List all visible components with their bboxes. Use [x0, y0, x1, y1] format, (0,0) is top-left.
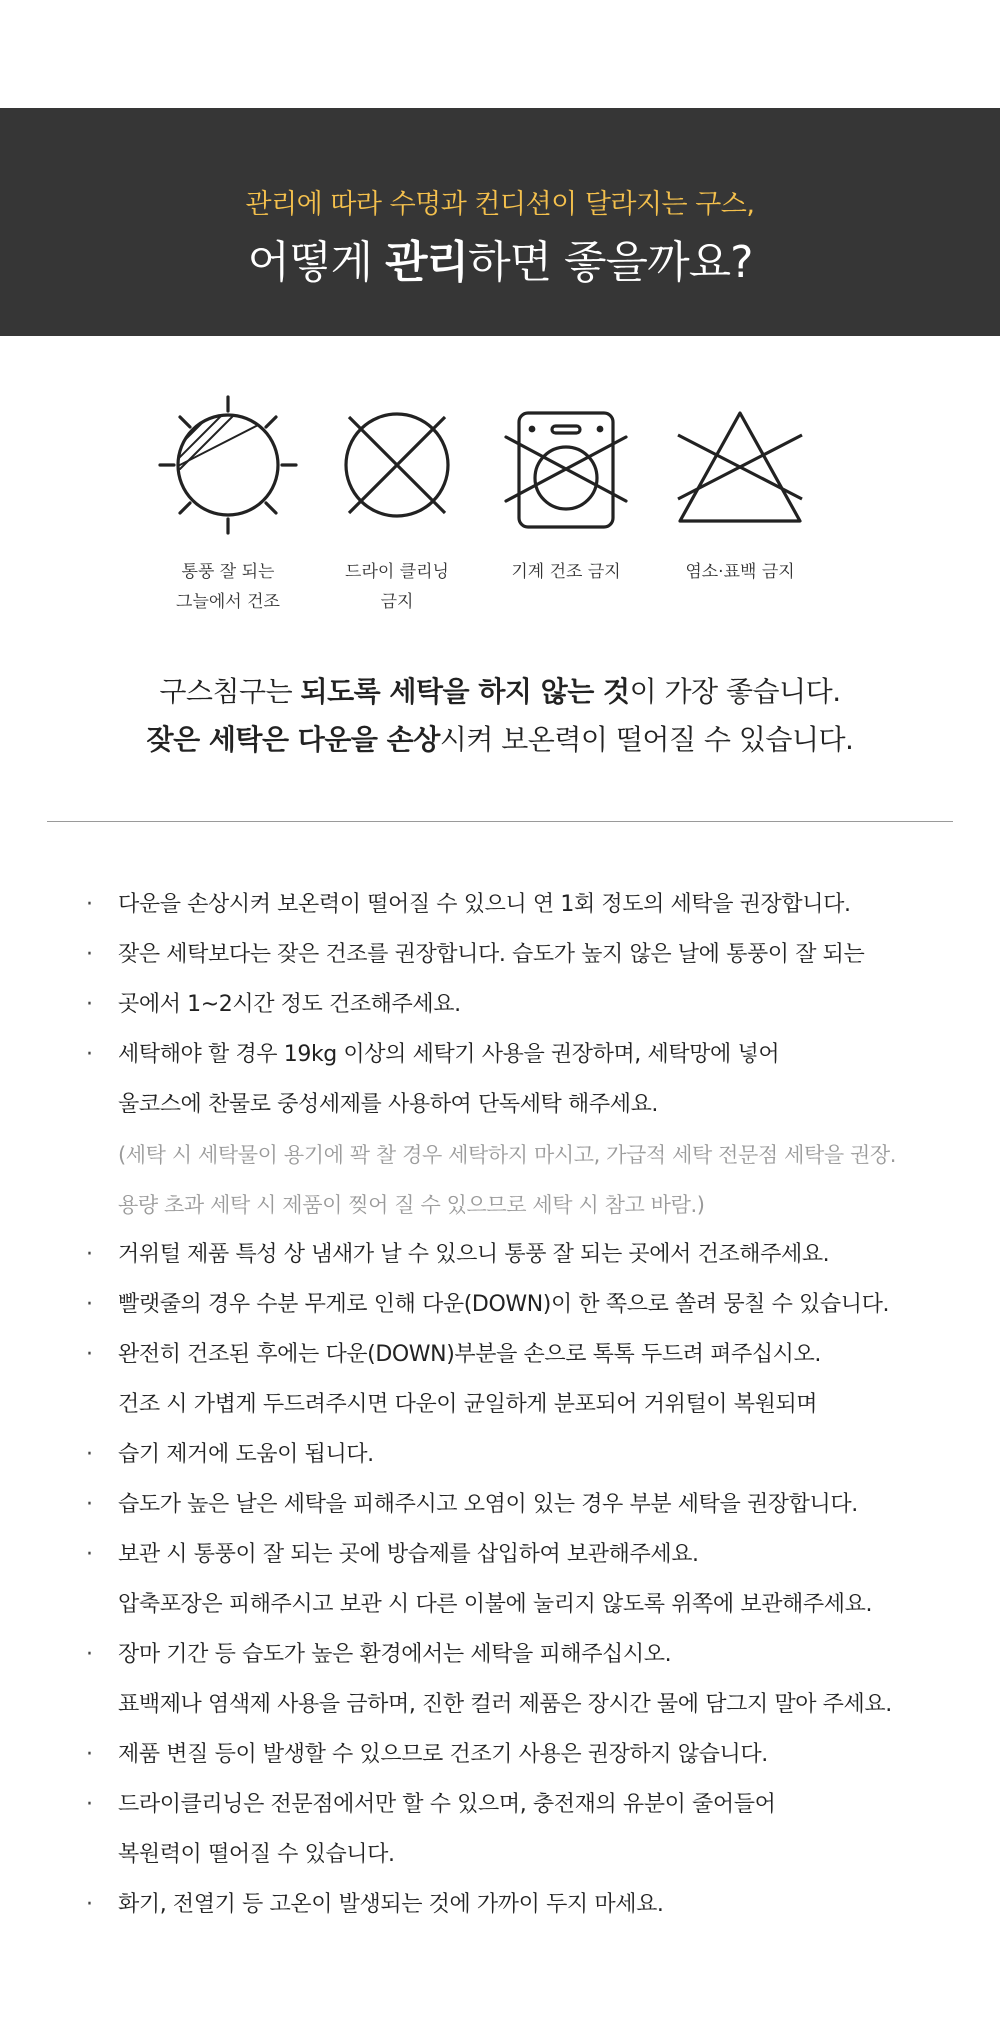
intro-line-2-bold: 잦은 세탁은 다운을 손상	[146, 723, 440, 756]
tip-text: 복원력이 떨어질 수 있습니다.	[118, 1842, 395, 1867]
bullet: ·	[86, 1492, 93, 1517]
tip-text: 제품 변질 등이 발생할 수 있으므로 건조기 사용은 권장하지 않습니다.	[118, 1742, 768, 1767]
list-item	[0, 1480, 1000, 1530]
tip-text: 습도가 높은 날은 세탁을 피해주시고 오염이 있는 경우 부분 세탁을 권장합니다.	[118, 1492, 858, 1517]
care-icon-item	[640, 395, 840, 587]
care-icon-caption: 기계 건조 금지	[511, 562, 621, 582]
tip-text: 압축포장은 피해주시고 보관 시 다른 이불에 눌리지 않도록 위쪽에 보관해주세요.	[118, 1592, 873, 1617]
banner-title	[0, 226, 1000, 290]
intro-line-1	[0, 668, 1000, 716]
intro-line-2	[0, 716, 1000, 764]
bullet: ·	[86, 1542, 93, 1567]
list-item	[0, 1430, 1000, 1480]
intro-text	[0, 668, 1000, 764]
tip-text: 드라이클리닝은 전문점에서만 할 수 있으며, 충전재의 유분이 줄어들어	[118, 1792, 776, 1817]
tip-text: 곳에서 1~2시간 정도 건조해주세요.	[118, 992, 461, 1017]
list-item	[0, 1780, 1000, 1830]
bullet: ·	[86, 892, 93, 917]
list-item	[0, 1730, 1000, 1780]
list-item-note	[0, 1130, 1000, 1180]
bullet: ·	[86, 992, 93, 1017]
intro-line-2-end: 시켜 보온력이 떨어질 수 있습니다.	[439, 723, 854, 756]
tip-text: 다운을 손상시켜 보온력이 떨어질 수 있으니 연 1회 정도의 세탁을 권장합니다.	[118, 892, 851, 917]
care-icon-item	[466, 395, 666, 587]
banner-title-start: 어떻게	[247, 237, 386, 288]
tip-text: 빨랫줄의 경우 수분 무게로 인해 다운(DOWN)이 한 쪽으로 쏠려 뭉칠 수 있습니다.	[118, 1292, 890, 1317]
care-icon-caption: 드라이 클리닝 금지	[345, 562, 449, 612]
list-item	[0, 1080, 1000, 1130]
banner-title-end: 하면 좋을까요?	[468, 237, 753, 288]
bullet: ·	[86, 1742, 93, 1767]
tip-text: 습기 제거에 도움이 됩니다.	[118, 1442, 374, 1467]
care-icon-caption: 염소·표백 금지	[685, 562, 795, 582]
tip-note-text: 용량 초과 세탁 시 제품이 찢어 질 수 있으므로 세탁 시 참고 바람.)	[118, 1193, 705, 1217]
tip-text: 장마 기간 등 습도가 높은 환경에서는 세탁을 피해주십시오.	[118, 1642, 672, 1667]
tip-text: 건조 시 가볍게 두드려주시면 다운이 균일하게 분포되어 거위털이 복원되며	[118, 1392, 818, 1417]
list-item	[0, 1680, 1000, 1730]
care-tips-list	[0, 880, 1000, 1930]
bullet: ·	[86, 1442, 93, 1467]
list-item	[0, 1280, 1000, 1330]
no-bleach-icon	[640, 395, 840, 535]
tip-text: 거위털 제품 특성 상 냄새가 날 수 있으니 통풍 잘 되는 곳에서 건조해주세요.	[118, 1242, 830, 1267]
tip-text: 완전히 건조된 후에는 다운(DOWN)부분을 손으로 톡톡 두드려 펴주십시오.	[118, 1342, 821, 1367]
list-item	[0, 1530, 1000, 1580]
tip-text: 울코스에 찬물로 중성세제를 사용하여 단독세탁 해주세요.	[118, 1092, 659, 1117]
no-tumble-dry-icon	[466, 395, 666, 535]
bullet: ·	[86, 1242, 93, 1267]
list-item	[0, 1580, 1000, 1630]
tip-text: 화기, 전열기 등 고온이 발생되는 것에 가까이 두지 마세요.	[118, 1892, 664, 1917]
list-item	[0, 1380, 1000, 1430]
list-item-note	[0, 1180, 1000, 1230]
care-icons	[0, 395, 1000, 625]
care-icon-caption: 통풍 잘 되는 그늘에서 건조	[176, 562, 280, 612]
list-item	[0, 1030, 1000, 1080]
list-item	[0, 880, 1000, 930]
tip-text: 보관 시 통풍이 잘 되는 곳에 방습제를 삽입하여 보관해주세요.	[118, 1542, 699, 1567]
intro-line-1-bold: 되도록 세탁을 하지 않는 것	[300, 675, 630, 708]
banner-title-bold: 관리	[385, 237, 469, 288]
bullet: ·	[86, 1642, 93, 1667]
bullet: ·	[86, 1342, 93, 1367]
header-banner	[0, 108, 1000, 336]
bullet: ·	[86, 1892, 93, 1917]
tip-text: 잦은 세탁보다는 잦은 건조를 권장합니다. 습도가 높지 않은 날에 통풍이 잘 되는	[118, 942, 865, 967]
list-item	[0, 1630, 1000, 1680]
bullet: ·	[86, 942, 93, 967]
tip-text: 표백제나 염색제 사용을 금하며, 진한 컬러 제품은 장시간 물에 담그지 말아 주세요.	[118, 1692, 892, 1717]
bullet: ·	[86, 1042, 93, 1067]
list-item	[0, 1330, 1000, 1380]
list-item	[0, 1830, 1000, 1880]
list-item	[0, 930, 1000, 980]
list-item	[0, 980, 1000, 1030]
list-item	[0, 1880, 1000, 1930]
banner-subtitle: 관리에 따라 수명과 컨디션이 달라지는 구스,	[245, 189, 755, 220]
intro-line-1-end: 이 가장 좋습니다.	[629, 675, 841, 708]
tip-text: 세탁해야 할 경우 19kg 이상의 세탁기 사용을 권장하며, 세탁망에 넣어	[118, 1042, 780, 1067]
tip-note-text: (세탁 시 세탁물이 용기에 꽉 찰 경우 세탁하지 마시고, 가급적 세탁 전문점 세탁을 권장.	[118, 1143, 897, 1167]
intro-line-1-start: 구스침구는	[159, 675, 301, 708]
divider	[47, 821, 953, 822]
bullet: ·	[86, 1792, 93, 1817]
bullet: ·	[86, 1292, 93, 1317]
list-item	[0, 1230, 1000, 1280]
